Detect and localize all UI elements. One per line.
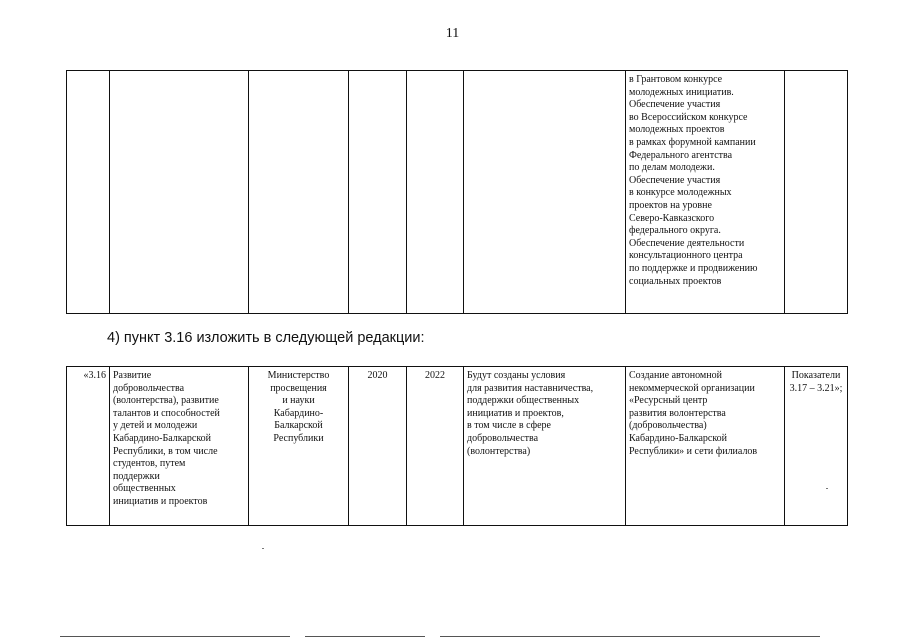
text-line: (волонтерства) <box>467 445 531 457</box>
text-line: и науки <box>282 395 315 407</box>
cell-activities <box>626 71 785 314</box>
text-line: социальных проектов <box>629 275 722 287</box>
text-line: в конкурсе молодежных <box>629 187 732 199</box>
continued-table <box>66 70 848 314</box>
scan-edge-line <box>305 636 425 637</box>
cell-number <box>67 71 110 314</box>
scan-edge-line <box>440 636 820 637</box>
cell-result <box>464 367 626 526</box>
cell-executor <box>249 71 349 314</box>
text-line: Обеспечение участия <box>629 174 721 186</box>
cell-end-year <box>407 367 464 526</box>
text-line: Министерство <box>267 370 330 381</box>
cell-name <box>110 367 249 526</box>
text-line: общественных <box>113 483 176 495</box>
scan-speck <box>826 488 828 489</box>
text-line: в том числе в сфере <box>467 420 551 432</box>
text-line: федерального округа. <box>629 225 721 237</box>
text-line: Республики» и сети филиалов <box>629 445 758 457</box>
text-line: Показатели <box>791 370 841 381</box>
page-number: 11 <box>445 26 460 41</box>
text-line: молодежных проектов <box>629 124 725 136</box>
cell-start-year <box>349 71 407 314</box>
amended-item-table <box>66 366 848 526</box>
amendment-text: 4) пункт 3.16 изложить в следующей редакции: <box>107 330 425 346</box>
text-line: Обеспечение деятельности <box>629 237 745 249</box>
text-line: консультационного центра <box>629 250 743 262</box>
text-line: в Грантовом конкурсе <box>629 74 723 85</box>
text-line: (волонтерства), развитие <box>113 395 219 407</box>
text-line: Развитие <box>113 370 152 381</box>
cell-name <box>110 71 249 314</box>
start-year: 2020 <box>367 370 388 381</box>
text-line: Обеспечение участия <box>629 99 721 111</box>
text-line: инициатив и проектов <box>113 495 208 507</box>
text-line: во Всероссийском конкурсе <box>629 111 748 123</box>
cell-number <box>67 367 110 526</box>
text-line: поддержки <box>113 470 160 482</box>
text-line: студентов, путем <box>113 458 186 470</box>
text-line: некоммерческой организации <box>629 382 755 394</box>
text-line: добровольчества <box>467 432 539 444</box>
text-line: Кабардино- <box>273 407 324 419</box>
text-line: 3.17 – 3.21»; <box>789 382 843 394</box>
text-line: (добровольчества) <box>629 420 707 432</box>
text-line: Создание автономной <box>629 370 722 381</box>
text-line: поддержки общественных <box>467 395 580 407</box>
table-row <box>67 367 848 526</box>
text-line: Кабардино-Балкарской <box>629 432 728 444</box>
text-line: просвещения <box>270 382 327 394</box>
text-line: молодежных инициатив. <box>629 86 734 98</box>
text-line: инициатив и проектов, <box>467 407 564 419</box>
cell-result <box>464 71 626 314</box>
text-line: Будут созданы условия <box>467 370 566 381</box>
text-line: для развития наставничества, <box>467 382 594 394</box>
text-line: развития волонтерства <box>629 407 726 419</box>
text-line: талантов и способностей <box>113 407 220 419</box>
text-line: в рамках форумной кампании <box>629 136 756 148</box>
cell-end-year <box>407 71 464 314</box>
end-year: 2022 <box>425 370 445 381</box>
table-row <box>67 71 848 314</box>
scan-speck <box>262 548 264 549</box>
text-line: Федерального агентства <box>629 149 733 161</box>
text-line: Северо-Кавказского <box>629 212 715 224</box>
cell-indicators <box>785 71 848 314</box>
text-line: добровольчества <box>113 382 185 394</box>
text-line: Кабардино-Балкарской <box>113 432 212 444</box>
text-line: у детей и молодежи <box>113 420 198 432</box>
scan-edge-line <box>60 636 290 637</box>
text-line: Республики <box>273 432 324 444</box>
text-line: «Ресурсный центр <box>629 395 708 407</box>
text-line: проектов на уровне <box>629 199 712 211</box>
cell-executor <box>249 367 349 526</box>
item-number: «3.16 <box>83 370 106 381</box>
text-line: Балкарской <box>274 420 323 432</box>
cell-indicators <box>785 367 848 526</box>
text-line: по делам молодежи. <box>629 162 715 174</box>
text-line: по поддержке и продвижению <box>629 262 758 274</box>
cell-activities <box>626 367 785 526</box>
cell-start-year <box>349 367 407 526</box>
text-line: Республики, в том числе <box>113 445 218 457</box>
